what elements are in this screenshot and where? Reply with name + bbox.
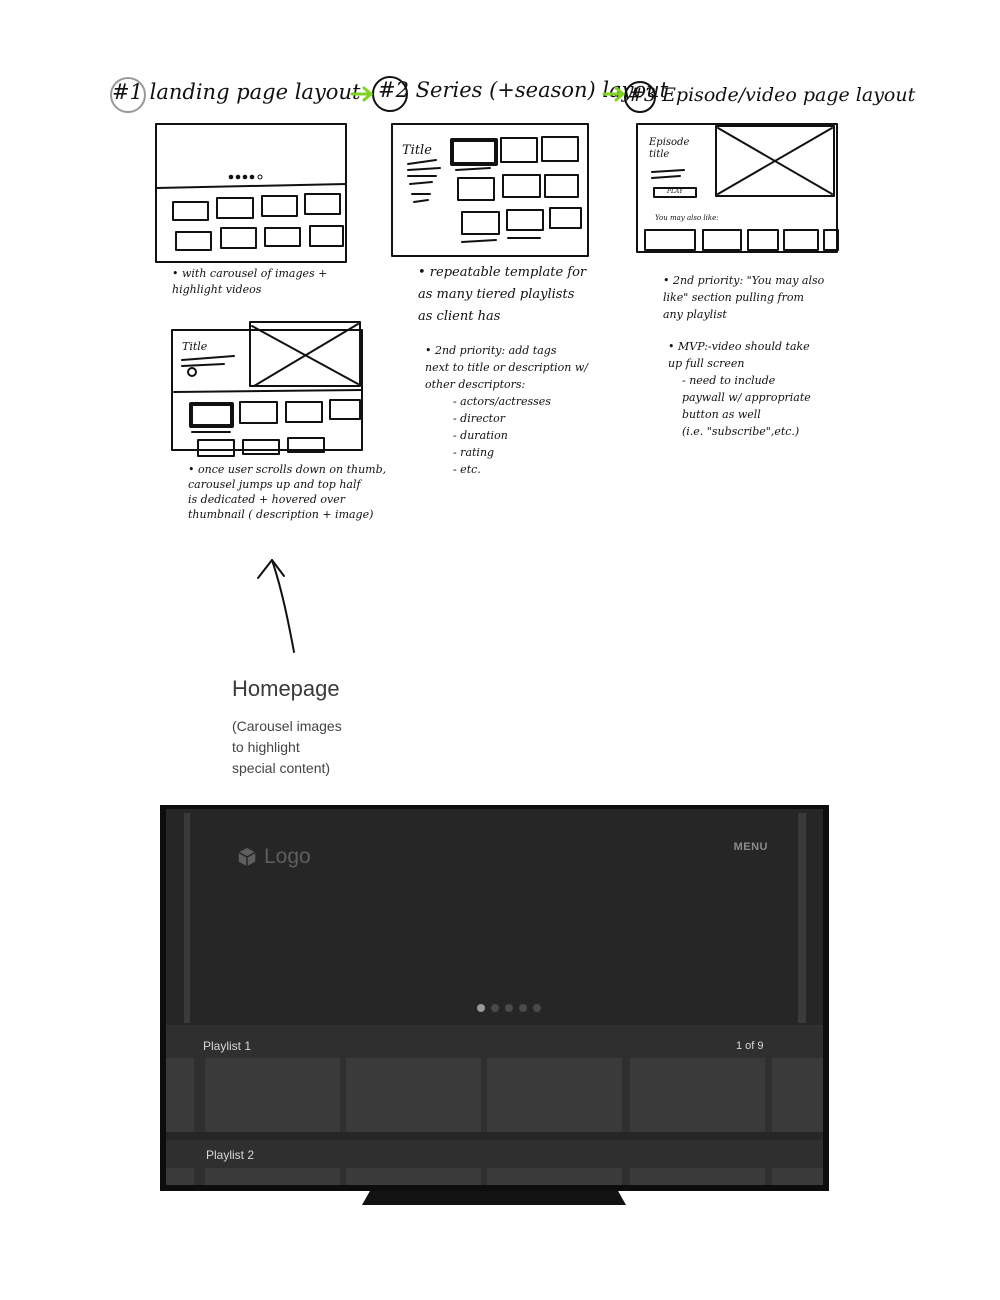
note-series-template: • repeatable template for as many tiered playlists as client has <box>418 265 587 324</box>
tv-stand <box>362 1191 626 1205</box>
wire-label-play: PLAY <box>667 188 684 195</box>
wire-label-series-title: Title <box>402 143 432 158</box>
cube-icon <box>236 846 258 868</box>
playlist-1-tile-partial-right[interactable] <box>772 1058 823 1132</box>
homepage-title: Homepage <box>232 676 340 701</box>
number-circle-1 <box>111 78 145 112</box>
wireframe-landing <box>156 124 346 262</box>
logo-text: Logo <box>264 845 311 868</box>
wire-label-episode-title: Episode title <box>649 137 690 160</box>
playlist-rows <box>166 1025 823 1185</box>
playlist-2-tile-partial-left[interactable] <box>166 1168 194 1185</box>
tv-screen <box>166 809 823 1185</box>
heading-landing-layout: #1 landing page layout <box>112 80 361 104</box>
note-landing-scroll: • once user scrolls down on thumb, carousel jumps up and top half is dedicated + hovered over thumbnail ( description + image) <box>188 463 387 521</box>
playlist-1-label: Playlist 1 <box>203 1039 252 1053</box>
carousel-dots <box>477 1004 541 1012</box>
carousel-dot[interactable] <box>533 1004 541 1012</box>
playlist-1-page-count: 1 of 9 <box>736 1040 764 1052</box>
playlist-1-tile[interactable] <box>346 1058 481 1132</box>
note-episode-you-may-also-like: • 2nd priority: "You may also like" section pulling from any playlist <box>663 274 825 321</box>
wire-label-you-may-also-like: You may also like: <box>655 214 719 222</box>
playlist-1-tile-partial-left[interactable] <box>166 1058 194 1132</box>
note-landing-carousel: • with carousel of images + highlight videos <box>172 267 328 296</box>
playlist-2-tile[interactable] <box>205 1168 340 1185</box>
green-arrows <box>352 88 623 100</box>
note-episode-mvp: • MVP:-video should take up full screen - need to include paywall w/ appropriate button as well (i.e. "subscribe",etc.) <box>668 340 811 438</box>
playlist-1-tile[interactable] <box>630 1058 765 1132</box>
number-circle-3 <box>625 82 655 112</box>
playlist-1-tile[interactable] <box>205 1058 340 1132</box>
tv-frame <box>160 805 829 1191</box>
menu-button[interactable]: MENU <box>733 841 768 853</box>
playlist-2-label: Playlist 2 <box>206 1148 255 1162</box>
carousel-dot[interactable] <box>491 1004 499 1012</box>
carousel-dot[interactable] <box>519 1004 527 1012</box>
carousel-dot[interactable] <box>477 1004 485 1012</box>
logo[interactable] <box>236 845 311 869</box>
carousel-next-slide-edge[interactable] <box>798 813 806 1023</box>
heading-episode-layout: #3 Episode/video page layout <box>628 84 916 106</box>
note-series-tags: • 2nd priority: add tags next to title or description w/ other descriptors: - actors/actresses - director - duration - rating - etc. <box>425 344 588 476</box>
number-circle-2 <box>373 77 407 111</box>
homepage-description: (Carousel images to highlight special content) <box>232 718 342 776</box>
playlist-2-tile-partial-right[interactable] <box>772 1168 823 1185</box>
heading-series-layout: #2 Series (+season) layout <box>378 78 669 102</box>
row-divider <box>166 1132 823 1140</box>
arrow-head <box>258 560 284 578</box>
hero-carousel[interactable] <box>190 813 798 1023</box>
playlist-1-tile[interactable] <box>487 1058 622 1132</box>
playlist-2-tile[interactable] <box>346 1168 481 1185</box>
carousel-dot[interactable] <box>505 1004 513 1012</box>
playlist-2-tile[interactable] <box>630 1168 765 1185</box>
wire-label-title: Title <box>182 340 208 353</box>
playlist-2-tile[interactable] <box>487 1168 622 1185</box>
